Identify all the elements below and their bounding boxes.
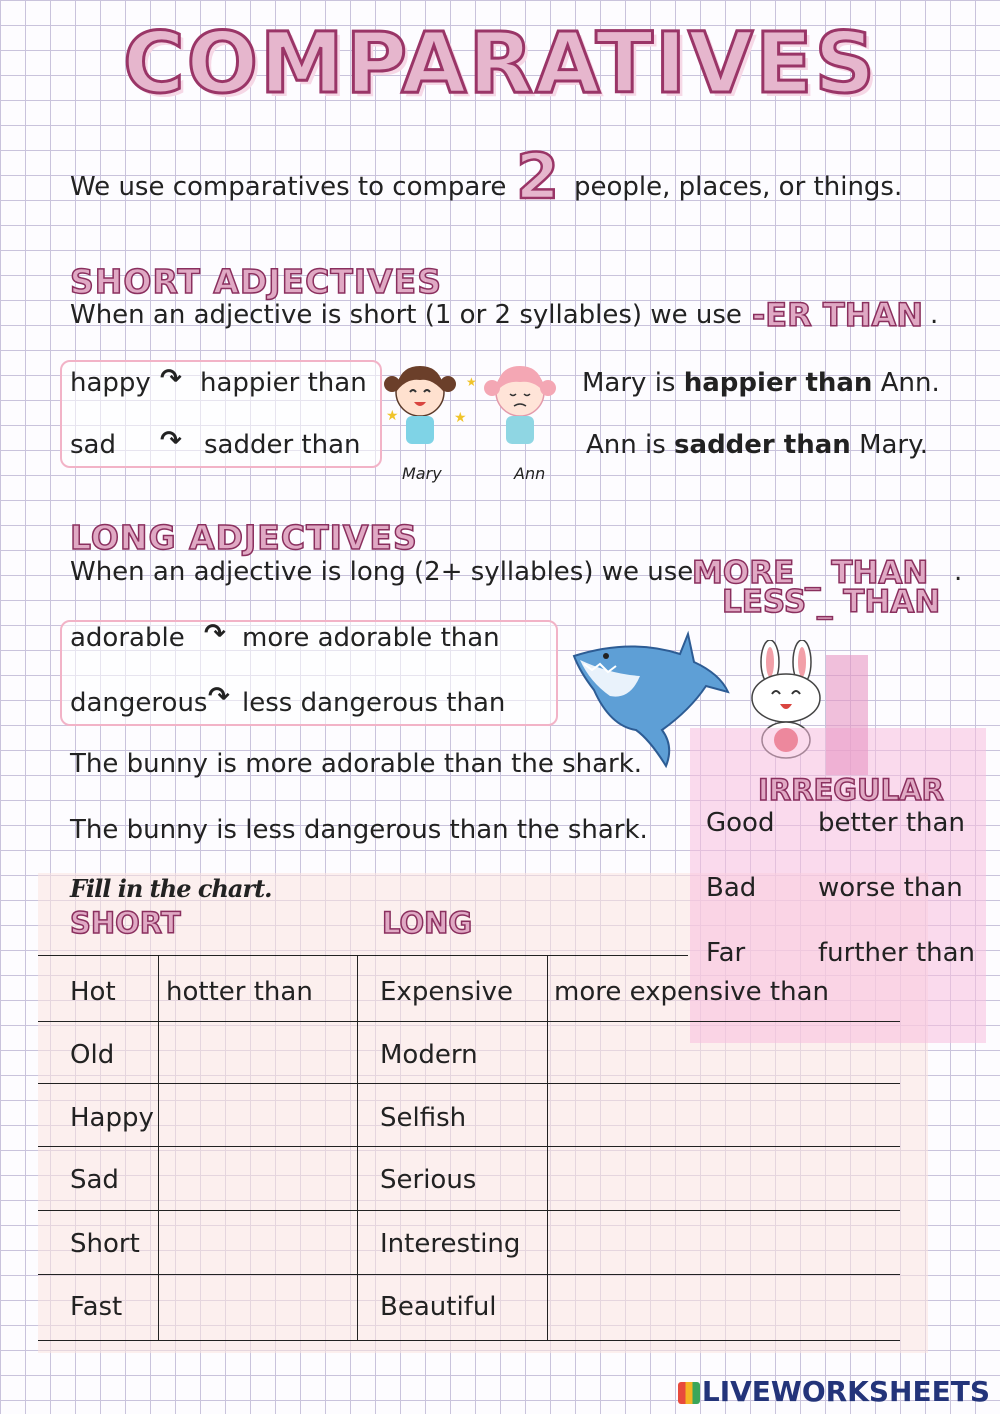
intro-text-before: We use comparatives to compare bbox=[70, 172, 507, 202]
long-answer-cell[interactable] bbox=[554, 1292, 894, 1326]
table-row-line bbox=[38, 1083, 900, 1084]
short-adjective-cell: Short bbox=[70, 1229, 140, 1259]
less-than-tag: LESS _ THAN bbox=[722, 584, 941, 620]
short-rule-period: . bbox=[930, 300, 939, 330]
short-example-form: sadder than bbox=[204, 430, 361, 460]
long-adjective-cell: Interesting bbox=[380, 1229, 521, 1259]
long-adjectives-heading: LONG ADJECTIVES bbox=[70, 518, 418, 557]
table-row-line bbox=[38, 1146, 900, 1147]
irregular-word: Good bbox=[706, 808, 775, 838]
short-answer-cell[interactable] bbox=[166, 1040, 352, 1074]
long-adjective-cell: Expensive bbox=[380, 977, 513, 1007]
exercise-instruction: Fill in the chart. bbox=[70, 874, 272, 903]
intro-text-after: people, places, or things. bbox=[574, 172, 903, 202]
short-adjective-cell: Old bbox=[70, 1040, 115, 1070]
er-than-tag: -ER THAN bbox=[752, 296, 924, 334]
long-sentence-2: The bunny is less dangerous than the shark. bbox=[70, 815, 648, 845]
short-example-word: happy bbox=[70, 368, 151, 398]
irregular-form: further than bbox=[818, 938, 976, 968]
liveworksheets-logo-text: LIVEWORKSHEETS bbox=[701, 1375, 990, 1408]
irregular-heading: IRREGULAR bbox=[758, 773, 944, 807]
long-sentence-1: The bunny is more adorable than the shark. bbox=[70, 749, 643, 779]
long-adjective-cell: Modern bbox=[380, 1040, 478, 1070]
long-column-label: LONG bbox=[382, 906, 473, 940]
mary-ann-illustration bbox=[384, 362, 574, 462]
table-column-line bbox=[547, 955, 548, 1340]
svg-text:★: ★ bbox=[466, 375, 477, 389]
sentence-part: Mary is bbox=[582, 368, 676, 398]
more-than-tag: MORE _ THAN bbox=[692, 555, 929, 591]
short-answer-cell[interactable]: hotter than bbox=[166, 977, 313, 1007]
table-bottom-line bbox=[38, 1340, 900, 1341]
table-column-line bbox=[158, 955, 159, 1340]
long-example-form: more adorable than bbox=[242, 623, 500, 653]
table-top-line bbox=[38, 955, 688, 956]
long-answer-cell[interactable] bbox=[554, 1040, 894, 1074]
short-adjectives-heading: SHORT ADJECTIVES bbox=[70, 262, 442, 301]
long-rule-period: . bbox=[954, 557, 963, 587]
short-answer-cell[interactable] bbox=[166, 1103, 352, 1137]
long-example-form: less dangerous than bbox=[242, 688, 506, 718]
sentence-bold-part: happier than bbox=[683, 368, 873, 398]
short-adjective-cell: Fast bbox=[70, 1292, 123, 1322]
liveworksheets-logo-icon bbox=[678, 1382, 700, 1404]
curved-arrow-icon: ↷ bbox=[160, 364, 182, 394]
table-row-line bbox=[38, 1021, 900, 1022]
long-answer-cell[interactable] bbox=[554, 1103, 894, 1137]
long-answer-cell[interactable] bbox=[554, 1229, 894, 1263]
irregular-word: Far bbox=[706, 938, 746, 968]
short-answer-cell[interactable] bbox=[166, 1229, 352, 1263]
long-example-word: dangerous bbox=[70, 688, 208, 718]
short-example-word: sad bbox=[70, 430, 116, 460]
short-answer-cell[interactable] bbox=[166, 1165, 352, 1199]
irregular-word: Bad bbox=[706, 873, 757, 903]
long-adjective-cell: Serious bbox=[380, 1165, 477, 1195]
table-row-line bbox=[38, 1274, 900, 1275]
ann-sad-girl-icon bbox=[484, 366, 556, 444]
long-answer-cell[interactable] bbox=[554, 1165, 894, 1199]
svg-text:★: ★ bbox=[454, 410, 467, 426]
sentence-part: Ann. bbox=[880, 368, 940, 398]
short-answer-cell[interactable] bbox=[166, 1292, 352, 1326]
sentence-part: Mary. bbox=[859, 430, 929, 460]
intro-number: 2 bbox=[516, 140, 560, 213]
long-adjective-cell: Selfish bbox=[380, 1103, 467, 1133]
sentence-part: Ann is bbox=[586, 430, 666, 460]
liveworksheets-logo bbox=[678, 1375, 990, 1408]
ann-caption: Ann bbox=[514, 464, 546, 483]
curved-arrow-icon: ↷ bbox=[208, 682, 230, 712]
sentence-bold-part: sadder than bbox=[674, 430, 851, 460]
irregular-form: worse than bbox=[818, 873, 963, 903]
svg-text:★: ★ bbox=[386, 408, 399, 424]
short-adjective-cell: Sad bbox=[70, 1165, 119, 1195]
tape-strip bbox=[826, 655, 868, 775]
irregular-form: better than bbox=[818, 808, 965, 838]
short-column-label: SHORT bbox=[70, 906, 181, 940]
mary-caption: Mary bbox=[402, 464, 442, 483]
curved-arrow-icon: ↷ bbox=[204, 619, 226, 649]
short-sentence-1 bbox=[582, 368, 940, 398]
short-sentence-2 bbox=[586, 430, 928, 460]
mary-happy-girl-icon bbox=[384, 366, 477, 444]
page-title: COMPARATIVES bbox=[122, 14, 878, 112]
long-example-word: adorable bbox=[70, 623, 185, 653]
long-adjective-cell: Beautiful bbox=[380, 1292, 497, 1322]
short-adjective-cell: Hot bbox=[70, 977, 116, 1007]
short-example-form: happier than bbox=[200, 368, 367, 398]
short-adjective-cell: Happy bbox=[70, 1103, 154, 1133]
long-rule: When an adjective is long (2+ syllables) we use bbox=[70, 557, 694, 587]
table-row-line bbox=[38, 1210, 900, 1211]
table-column-line bbox=[357, 955, 358, 1340]
long-answer-cell[interactable]: more expensive than bbox=[554, 977, 830, 1007]
curved-arrow-icon: ↷ bbox=[160, 426, 182, 456]
short-rule: When an adjective is short (1 or 2 syllables) we use bbox=[70, 300, 742, 330]
